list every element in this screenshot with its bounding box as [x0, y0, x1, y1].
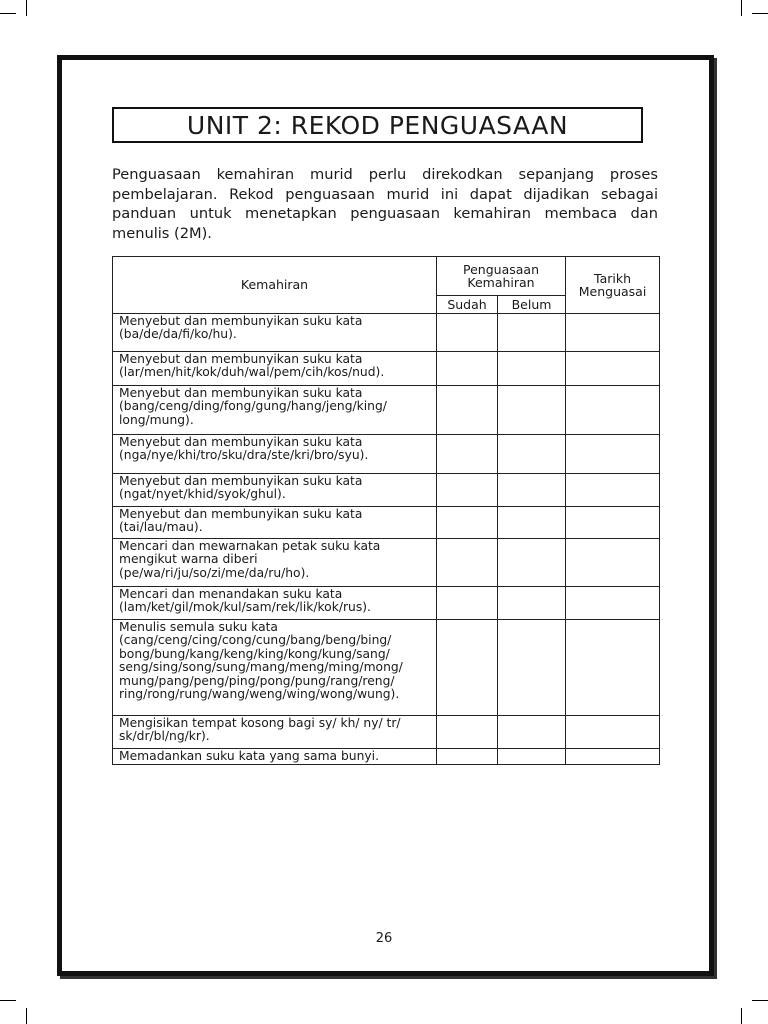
- table-row: [113, 507, 660, 539]
- tarikh-cell: [566, 716, 660, 749]
- tarikh-cell: [566, 620, 660, 716]
- crop-mark: [26, 1008, 27, 1024]
- sudah-cell: [437, 474, 498, 507]
- sudah-cell: [437, 352, 498, 386]
- table-row: [113, 716, 660, 749]
- table-row: [113, 435, 660, 474]
- tarikh-cell: [566, 749, 660, 765]
- skill-cell: Menyebut dan membunyikan suku kata (ngat/nyet/khid/syok/ghul).: [113, 474, 437, 507]
- tarikh-cell: [566, 314, 660, 352]
- crop-mark: [741, 1008, 742, 1024]
- table-row: [113, 314, 660, 352]
- table-row: [113, 352, 660, 386]
- table-row: [113, 539, 660, 587]
- skill-cell: Menyebut dan membunyikan suku kata (nga/nye/khi/tro/sku/dra/ste/kri/bro/syu).: [113, 435, 437, 474]
- tarikh-cell: [566, 435, 660, 474]
- crop-mark: [0, 13, 16, 14]
- page-title-text: UNIT 2: REKOD PENGUASAAN: [186, 110, 569, 140]
- sudah-cell: [437, 386, 498, 435]
- crop-mark: [752, 13, 768, 14]
- table-row: [113, 386, 660, 435]
- sudah-cell: [437, 716, 498, 749]
- skill-cell: Mencari dan menandakan suku kata (lam/ket/gil/mok/kul/sam/rek/lik/kok/rus).: [113, 587, 437, 620]
- table-row: [113, 749, 660, 765]
- tarikh-cell: [566, 474, 660, 507]
- sudah-cell: [437, 314, 498, 352]
- page-number: 26: [375, 931, 393, 946]
- header-penguasaan: Penguasaan Kemahiran: [437, 257, 566, 296]
- belum-cell: [498, 587, 566, 620]
- tarikh-cell: [566, 386, 660, 435]
- belum-cell: [498, 474, 566, 507]
- belum-cell: [498, 620, 566, 716]
- header-tarikh: Tarikh Menguasai: [566, 257, 660, 314]
- skill-cell: Mengisikan tempat kosong bagi sy/ kh/ ny/ tr/ sk/dr/bl/ng/kr).: [113, 716, 437, 749]
- skill-cell: Menyebut dan membunyikan suku kata (bang/ceng/ding/fong/gung/hang/jeng/king/ long/mung).: [113, 386, 437, 435]
- crop-mark: [26, 0, 27, 16]
- sudah-cell: [437, 620, 498, 716]
- table-row: [113, 474, 660, 507]
- belum-cell: [498, 507, 566, 539]
- sudah-cell: [437, 587, 498, 620]
- header-sudah: Sudah: [437, 296, 498, 314]
- belum-cell: [498, 539, 566, 587]
- belum-cell: [498, 386, 566, 435]
- skill-cell: Mencari dan mewarnakan petak suku kata mengikut warna diberi (pe/wa/ri/ju/so/zi/me/da/ru/ho).: [113, 539, 437, 587]
- skill-cell: Menyebut dan membunyikan suku kata (ba/de/da/fi/ko/hu).: [113, 314, 437, 352]
- belum-cell: [498, 749, 566, 765]
- belum-cell: [498, 314, 566, 352]
- belum-cell: [498, 716, 566, 749]
- tarikh-cell: [566, 352, 660, 386]
- skill-cell: Menyebut dan membunyikan suku kata (lar/men/hit/kok/duh/wal/pem/cih/kos/nud).: [113, 352, 437, 386]
- belum-cell: [498, 435, 566, 474]
- crop-mark: [0, 1000, 16, 1001]
- tarikh-cell: [566, 539, 660, 587]
- tarikh-cell: [566, 507, 660, 539]
- skill-cell: Memadankan suku kata yang sama bunyi.: [113, 749, 437, 765]
- tarikh-cell: [566, 587, 660, 620]
- skill-cell: Menulis semula suku kata (cang/ceng/cing/cong/cung/bang/beng/bing/ bong/bung/kang/keng/king/kong/kung/sang/ seng/sing/song/sung/mang/meng/ming/mong/ mung/pang/peng/ping/pong/pung/rang/reng/ ring/rong/rung/wang/weng/wing/wong/wung).: [113, 620, 437, 716]
- page-title: [112, 107, 643, 143]
- skill-cell: Menyebut dan membunyikan suku kata (tai/lau/mau).: [113, 507, 437, 539]
- sudah-cell: [437, 539, 498, 587]
- header-kemahiran: Kemahiran: [113, 257, 437, 314]
- belum-cell: [498, 352, 566, 386]
- sudah-cell: [437, 749, 498, 765]
- sudah-cell: [437, 435, 498, 474]
- table-row: [113, 587, 660, 620]
- sudah-cell: [437, 507, 498, 539]
- header-belum: Belum: [498, 296, 566, 314]
- mastery-record-table: [112, 256, 660, 765]
- crop-mark: [752, 1000, 768, 1001]
- table-row: [113, 620, 660, 716]
- crop-mark: [741, 0, 742, 16]
- intro-paragraph: Penguasaan kemahiran murid perlu direkodkan sepanjang proses pembelajaran. Rekod penguasaan murid ini dapat dijadikan sebagai panduan untuk menetapkan penguasaan kemahiran membaca dan menulis (2M).: [112, 166, 658, 242]
